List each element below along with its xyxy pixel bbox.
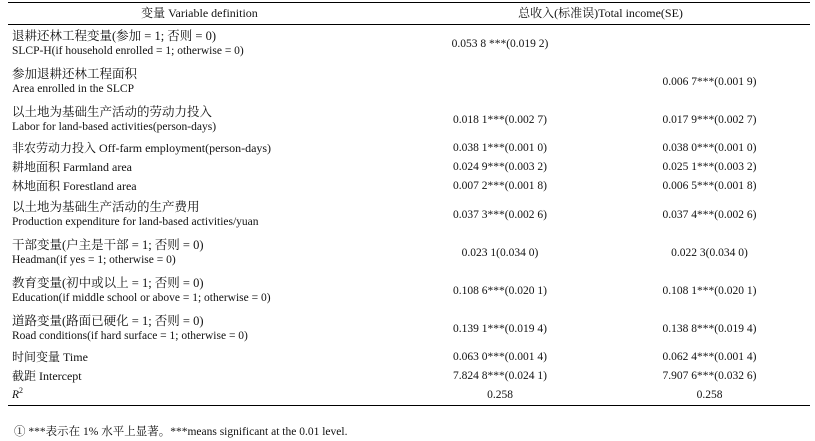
regression-table bbox=[8, 2, 810, 406]
model1-coefficient: 0.023 1(0.034 0) bbox=[461, 246, 539, 259]
model1-coefficient: 0.139 1***(0.019 4) bbox=[453, 322, 547, 335]
model2-coefficient: 0.108 1***(0.020 1) bbox=[662, 284, 757, 297]
model2-coefficient: 0.062 4***(0.001 4) bbox=[662, 351, 757, 363]
model1-coefficient: 0.053 8 ***(0.019 2) bbox=[451, 37, 549, 50]
variable-cell bbox=[8, 177, 391, 196]
variable-name: 参加退耕还林工程面积 bbox=[12, 67, 138, 81]
variable-cell bbox=[8, 196, 391, 234]
variable-name: 林地面积 Forestland area bbox=[12, 179, 137, 193]
model2-coefficient: 0.017 9***(0.002 7) bbox=[662, 113, 757, 126]
variable-cell bbox=[8, 272, 391, 310]
table-footnote: ① ***表示在 1% 水平上显著。***means significant at the 0.01 level. bbox=[14, 426, 348, 438]
model2-coefficient: 0.037 4***(0.002 6) bbox=[662, 208, 757, 221]
variable-cell bbox=[8, 63, 391, 101]
r2-model1: 0.258 bbox=[391, 386, 609, 406]
table-body bbox=[8, 25, 810, 406]
model1-coefficient: 0.007 2***(0.001 8) bbox=[453, 180, 547, 192]
table-row bbox=[8, 367, 810, 386]
variable-name: 非农劳动力投入 Off-farm employment(person-days) bbox=[12, 141, 272, 155]
table-row bbox=[8, 177, 810, 196]
model1-coefficient: 0.018 1***(0.002 7) bbox=[453, 113, 547, 126]
variable-cell bbox=[8, 25, 391, 64]
variable-name: 截距 Intercept bbox=[12, 369, 82, 383]
variable-name: 以土地为基础生产活动的劳动力投入 bbox=[12, 105, 213, 119]
model2-coefficient: 7.907 6***(0.032 6) bbox=[662, 370, 757, 382]
header-total-income: 总收入(标准误)Total income(SE) bbox=[391, 3, 810, 25]
variable-name: 道路变量(路面已硬化 = 1; 否则 = 0) bbox=[12, 314, 204, 328]
variable-name: 以土地为基础生产活动的生产费用 bbox=[12, 200, 200, 214]
variable-cell bbox=[8, 310, 391, 348]
model1-coefficient: 0.038 1***(0.001 0) bbox=[453, 142, 547, 154]
variable-cell bbox=[8, 234, 391, 272]
model2-coefficient bbox=[609, 25, 810, 64]
r2-label: $R^2$ bbox=[8, 386, 391, 406]
table-row bbox=[8, 310, 810, 348]
model2-coefficient: 0.025 1***(0.003 2) bbox=[662, 161, 757, 173]
model1-coefficient: 0.037 3***(0.002 6) bbox=[453, 208, 547, 221]
r2-row bbox=[8, 386, 810, 406]
table-header-row bbox=[8, 3, 810, 25]
variable-cell bbox=[8, 139, 391, 158]
variable-name-en: Headman(if yes = 1; otherwise = 0) bbox=[12, 254, 176, 266]
variable-name-en: SLCP-H(if household enrolled = 1; otherwise = 0) bbox=[12, 45, 244, 57]
table-row bbox=[8, 101, 810, 139]
model2-coefficient: 0.006 7***(0.001 9) bbox=[662, 75, 757, 88]
variable-name: 时间变量 Time bbox=[12, 350, 88, 364]
variable-name-en: Area enrolled in the SLCP bbox=[12, 83, 135, 95]
variable-name: 干部变量(户主是干部 = 1; 否则 = 0) bbox=[12, 238, 204, 252]
variable-name-en: Labor for land-based activities(person-days) bbox=[12, 121, 217, 133]
table-row bbox=[8, 196, 810, 234]
table-row bbox=[8, 158, 810, 177]
header-variable: 变量 Variable definition bbox=[8, 3, 391, 25]
variable-cell bbox=[8, 158, 391, 177]
model2-coefficient: 0.038 0***(0.001 0) bbox=[662, 142, 757, 154]
model1-coefficient: 0.108 6***(0.020 1) bbox=[453, 284, 547, 297]
model1-coefficient: 0.063 0***(0.001 4) bbox=[453, 351, 547, 363]
table-row bbox=[8, 234, 810, 272]
model2-coefficient: 0.022 3(0.034 0) bbox=[671, 246, 748, 259]
variable-cell bbox=[8, 348, 391, 367]
r2-model2: 0.258 bbox=[609, 386, 810, 406]
model2-coefficient: 0.006 5***(0.001 8) bbox=[662, 180, 757, 192]
variable-name: 耕地面积 Farmland area bbox=[12, 160, 132, 174]
variable-name: 退耕还林工程变量(参加 = 1; 否则 = 0) bbox=[12, 29, 217, 43]
variable-cell bbox=[8, 101, 391, 139]
model1-coefficient bbox=[391, 63, 609, 101]
variable-name-en: Education(if middle school or above = 1; otherwise = 0) bbox=[12, 292, 271, 304]
model1-coefficient: 0.024 9***(0.003 2) bbox=[453, 161, 547, 173]
variable-cell bbox=[8, 367, 391, 386]
table-row bbox=[8, 348, 810, 367]
table-row bbox=[8, 25, 810, 64]
model2-coefficient: 0.138 8***(0.019 4) bbox=[662, 322, 757, 335]
table-row bbox=[8, 63, 810, 101]
table-row bbox=[8, 272, 810, 310]
table-row bbox=[8, 139, 810, 158]
variable-name-en: Production expenditure for land-based activities/yuan bbox=[12, 216, 259, 228]
variable-name: 教育变量(初中或以上 = 1; 否则 = 0) bbox=[12, 276, 204, 290]
model1-coefficient: 7.824 8***(0.024 1) bbox=[453, 370, 547, 382]
variable-name-en: Road conditions(if hard surface = 1; otherwise = 0) bbox=[12, 330, 248, 342]
